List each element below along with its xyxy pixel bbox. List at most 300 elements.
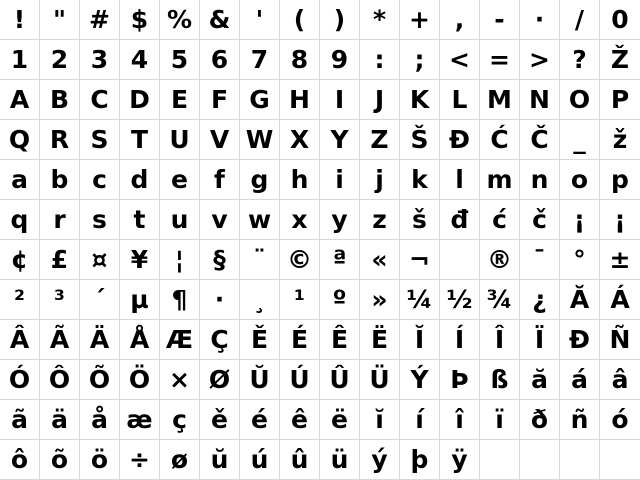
glyph-character: J xyxy=(374,85,385,114)
glyph-cell xyxy=(520,440,560,480)
glyph-character: ° xyxy=(573,245,586,274)
glyph-cell xyxy=(120,40,160,80)
glyph-cell xyxy=(280,240,320,280)
glyph-cell xyxy=(40,40,80,80)
glyph-cell xyxy=(200,400,240,440)
glyph-cell xyxy=(520,320,560,360)
glyph-cell xyxy=(520,80,560,120)
glyph-character: z xyxy=(372,205,387,234)
glyph-cell xyxy=(440,40,480,80)
glyph-character: g xyxy=(250,165,269,194)
glyph-character: / xyxy=(574,5,585,34)
glyph-character: Î xyxy=(494,325,505,354)
glyph-cell xyxy=(520,0,560,40)
glyph-cell xyxy=(560,360,600,400)
glyph-character: U xyxy=(169,125,190,154)
glyph-character: ě xyxy=(211,405,228,434)
glyph-character: Þ xyxy=(450,365,469,394)
glyph-cell xyxy=(400,280,440,320)
glyph-cell xyxy=(200,440,240,480)
glyph-character: Z xyxy=(370,125,389,154)
glyph-character: · xyxy=(534,5,545,34)
glyph-character: f xyxy=(214,165,225,194)
glyph-character: k xyxy=(411,165,428,194)
glyph-character: Å xyxy=(129,325,150,354)
glyph-character: 4 xyxy=(130,45,149,74)
glyph-character: ª xyxy=(332,245,347,274)
glyph-cell xyxy=(40,0,80,40)
glyph-cell xyxy=(0,280,40,320)
glyph-cell xyxy=(240,400,280,440)
glyph-character: ¾ xyxy=(486,285,513,314)
glyph-character: o xyxy=(570,165,589,194)
glyph-cell xyxy=(320,40,360,80)
glyph-character: ¢ xyxy=(10,245,29,274)
glyph-character: > xyxy=(529,45,550,74)
glyph-character: Í xyxy=(454,325,465,354)
glyph-character: ! xyxy=(13,5,26,34)
glyph-cell xyxy=(120,120,160,160)
glyph-character: ã xyxy=(11,405,28,434)
glyph-character: < xyxy=(449,45,470,74)
glyph-cell xyxy=(600,400,640,440)
glyph-cell xyxy=(240,280,280,320)
glyph-character: 9 xyxy=(330,45,349,74)
glyph-cell xyxy=(280,40,320,80)
glyph-character: ¨ xyxy=(253,245,266,274)
glyph-cell xyxy=(160,120,200,160)
glyph-cell xyxy=(400,0,440,40)
glyph-character: « xyxy=(371,245,388,274)
glyph-cell xyxy=(320,160,360,200)
glyph-character: Š xyxy=(410,125,429,154)
glyph-character: Ô xyxy=(48,365,71,394)
glyph-cell xyxy=(280,0,320,40)
glyph-character: ŭ xyxy=(210,445,229,474)
glyph-cell xyxy=(0,440,40,480)
glyph-character: + xyxy=(409,5,430,34)
glyph-cell xyxy=(120,160,160,200)
glyph-character: 2 xyxy=(50,45,69,74)
glyph-cell xyxy=(200,40,240,80)
glyph-cell xyxy=(40,200,80,240)
glyph-character: ¬ xyxy=(409,245,430,274)
glyph-character: 7 xyxy=(250,45,269,74)
glyph-cell xyxy=(280,360,320,400)
glyph-cell xyxy=(480,80,520,120)
glyph-character: ½ xyxy=(446,285,473,314)
glyph-character: Ó xyxy=(8,365,31,394)
glyph-character: j xyxy=(375,165,384,194)
glyph-character: ô xyxy=(10,445,29,474)
glyph-cell xyxy=(280,80,320,120)
glyph-cell xyxy=(200,280,240,320)
glyph-character: K xyxy=(409,85,430,114)
glyph-cell xyxy=(80,40,120,80)
glyph-character: ĭ xyxy=(375,405,384,434)
glyph-character: V xyxy=(209,125,230,154)
glyph-cell xyxy=(360,400,400,440)
glyph-character: G xyxy=(249,85,270,114)
glyph-character: č xyxy=(532,205,547,234)
glyph-cell xyxy=(280,440,320,480)
glyph-cell xyxy=(40,280,80,320)
glyph-character: º xyxy=(332,285,347,314)
glyph-cell xyxy=(160,80,200,120)
glyph-cell xyxy=(320,0,360,40)
glyph-character: x xyxy=(291,205,308,234)
glyph-cell xyxy=(480,0,520,40)
glyph-character: d xyxy=(130,165,149,194)
glyph-cell xyxy=(0,320,40,360)
glyph-character: m xyxy=(486,165,513,194)
glyph-character: q xyxy=(10,205,29,234)
glyph-character: Æ xyxy=(165,325,194,354)
glyph-character: ¸ xyxy=(253,285,266,314)
glyph-character: Q xyxy=(8,125,31,154)
glyph-character: ß xyxy=(490,365,509,394)
glyph-cell xyxy=(280,120,320,160)
glyph-cell xyxy=(200,160,240,200)
glyph-cell xyxy=(520,360,560,400)
glyph-cell xyxy=(480,240,520,280)
glyph-cell xyxy=(0,40,40,80)
glyph-cell xyxy=(160,280,200,320)
glyph-cell xyxy=(520,120,560,160)
glyph-character: t xyxy=(133,205,146,234)
glyph-cell xyxy=(560,280,600,320)
glyph-character: w xyxy=(247,205,272,234)
glyph-character: D xyxy=(129,85,150,114)
glyph-character: Û xyxy=(329,365,350,394)
glyph-cell xyxy=(600,320,640,360)
glyph-cell xyxy=(120,280,160,320)
glyph-character: ? xyxy=(572,45,587,74)
glyph-character: é xyxy=(251,405,268,434)
glyph-character: Ć xyxy=(490,125,509,154)
glyph-cell xyxy=(440,120,480,160)
glyph-character: ă xyxy=(531,365,548,394)
glyph-cell xyxy=(320,360,360,400)
glyph-cell xyxy=(320,440,360,480)
glyph-character: n xyxy=(530,165,549,194)
glyph-cell xyxy=(320,200,360,240)
glyph-character: _ xyxy=(573,125,586,154)
glyph-character: ý xyxy=(371,445,388,474)
glyph-character: ó xyxy=(611,405,629,434)
glyph-cell xyxy=(440,400,480,440)
glyph-character: Đ xyxy=(449,125,470,154)
glyph-character: r xyxy=(53,205,66,234)
glyph-cell xyxy=(240,120,280,160)
glyph-character: á xyxy=(571,365,588,394)
glyph-character: â xyxy=(611,365,629,394)
glyph-cell xyxy=(360,440,400,480)
glyph-cell xyxy=(400,160,440,200)
glyph-cell xyxy=(360,360,400,400)
glyph-cell xyxy=(160,40,200,80)
glyph-cell xyxy=(360,160,400,200)
glyph-character: µ xyxy=(130,285,149,314)
glyph-character: a xyxy=(11,165,28,194)
glyph-character: Č xyxy=(530,125,549,154)
glyph-cell xyxy=(360,280,400,320)
glyph-cell xyxy=(80,360,120,400)
glyph-character: É xyxy=(290,325,309,354)
glyph-character: © xyxy=(287,245,312,274)
glyph-character: I xyxy=(334,85,345,114)
glyph-character: # xyxy=(89,5,110,34)
glyph-cell xyxy=(160,440,200,480)
glyph-cell xyxy=(480,400,520,440)
glyph-cell xyxy=(40,80,80,120)
glyph-character: ¦ xyxy=(174,245,185,274)
glyph-character: ¥ xyxy=(130,245,149,274)
glyph-cell xyxy=(0,200,40,240)
glyph-cell xyxy=(280,160,320,200)
glyph-cell xyxy=(400,400,440,440)
glyph-cell xyxy=(520,240,560,280)
glyph-cell xyxy=(120,200,160,240)
glyph-character: £ xyxy=(50,245,69,274)
glyph-character: ž xyxy=(612,125,628,154)
glyph-cell xyxy=(160,240,200,280)
glyph-character: ë xyxy=(331,405,348,434)
glyph-character: û xyxy=(290,445,309,474)
glyph-cell xyxy=(160,0,200,40)
glyph-cell xyxy=(320,320,360,360)
glyph-cell xyxy=(280,320,320,360)
glyph-cell xyxy=(440,440,480,480)
glyph-character: Ç xyxy=(210,325,229,354)
glyph-character: A xyxy=(9,85,30,114)
glyph-character: E xyxy=(170,85,189,114)
glyph-character: Ý xyxy=(410,365,429,394)
glyph-character: Ě xyxy=(250,325,269,354)
glyph-cell xyxy=(0,120,40,160)
glyph-character: Ö xyxy=(128,365,151,394)
glyph-character: P xyxy=(610,85,630,114)
glyph-character: W xyxy=(245,125,274,154)
glyph-cell xyxy=(80,160,120,200)
glyph-cell xyxy=(600,120,640,160)
glyph-character: ; xyxy=(414,45,425,74)
glyph-cell xyxy=(80,120,120,160)
glyph-cell xyxy=(480,360,520,400)
glyph-character: R xyxy=(49,125,70,154)
glyph-cell xyxy=(440,280,480,320)
glyph-cell xyxy=(480,320,520,360)
glyph-character: b xyxy=(50,165,69,194)
glyph-character: ² xyxy=(14,285,25,314)
glyph-cell xyxy=(40,320,80,360)
glyph-character: e xyxy=(171,165,188,194)
glyph-character: 1 xyxy=(10,45,29,74)
glyph-cell xyxy=(160,360,200,400)
glyph-character: ´ xyxy=(93,285,106,314)
glyph-character: l xyxy=(455,165,464,194)
glyph-cell xyxy=(240,0,280,40)
glyph-character: H xyxy=(289,85,310,114)
glyph-character: ä xyxy=(51,405,68,434)
glyph-cell xyxy=(400,360,440,400)
glyph-character: Ä xyxy=(89,325,110,354)
glyph-character: Ž xyxy=(610,45,630,74)
glyph-character: Ŭ xyxy=(249,365,270,394)
glyph-cell xyxy=(200,200,240,240)
glyph-cell xyxy=(0,0,40,40)
glyph-cell xyxy=(80,320,120,360)
glyph-cell xyxy=(120,320,160,360)
glyph-cell xyxy=(80,240,120,280)
glyph-cell xyxy=(160,400,200,440)
glyph-character: ± xyxy=(609,245,631,274)
glyph-cell xyxy=(440,80,480,120)
glyph-character: ¤ xyxy=(91,245,108,274)
glyph-character: * xyxy=(372,5,387,34)
glyph-character: ç xyxy=(172,405,187,434)
glyph-cell xyxy=(400,200,440,240)
glyph-character: F xyxy=(210,85,229,114)
glyph-cell xyxy=(520,400,560,440)
glyph-cell xyxy=(0,400,40,440)
glyph-cell xyxy=(40,240,80,280)
glyph-cell xyxy=(80,440,120,480)
glyph-character: 8 xyxy=(290,45,309,74)
glyph-character: 0 xyxy=(611,5,629,34)
glyph-character: B xyxy=(49,85,70,114)
glyph-cell xyxy=(440,320,480,360)
glyph-character: ¼ xyxy=(406,285,433,314)
glyph-character: þ xyxy=(410,445,429,474)
glyph-character: M xyxy=(487,85,512,114)
glyph-cell xyxy=(480,160,520,200)
glyph-cell xyxy=(360,320,400,360)
glyph-character: ( xyxy=(293,5,306,34)
glyph-cell xyxy=(600,80,640,120)
glyph-cell xyxy=(160,200,200,240)
glyph-cell xyxy=(480,120,520,160)
glyph-character xyxy=(454,247,464,272)
glyph-cell xyxy=(600,160,640,200)
glyph-cell xyxy=(360,80,400,120)
glyph-character: æ xyxy=(126,405,153,434)
glyph-character: c xyxy=(92,165,107,194)
glyph-cell xyxy=(440,160,480,200)
glyph-character: 5 xyxy=(170,45,189,74)
glyph-character: y xyxy=(331,205,348,234)
glyph-character: ³ xyxy=(54,285,65,314)
glyph-character: N xyxy=(529,85,550,114)
glyph-cell xyxy=(0,240,40,280)
glyph-cell xyxy=(360,240,400,280)
glyph-character: Ø xyxy=(208,365,231,394)
glyph-cell xyxy=(240,80,280,120)
glyph-character: ¯ xyxy=(533,245,546,274)
glyph-cell xyxy=(520,280,560,320)
glyph-cell xyxy=(360,200,400,240)
glyph-character: S xyxy=(90,125,109,154)
glyph-character: ñ xyxy=(570,405,589,434)
glyph-character: % xyxy=(166,5,193,34)
glyph-character: Â xyxy=(9,325,30,354)
glyph-character: Ñ xyxy=(609,325,631,354)
glyph-cell xyxy=(80,400,120,440)
glyph-character: î xyxy=(455,405,464,434)
glyph-cell xyxy=(520,40,560,80)
glyph-cell xyxy=(0,80,40,120)
glyph-character: · xyxy=(214,285,225,314)
glyph-character: L xyxy=(451,85,468,114)
glyph-character: ¿ xyxy=(532,285,547,314)
glyph-cell xyxy=(40,120,80,160)
glyph-character: ® xyxy=(487,245,512,274)
glyph-cell xyxy=(320,240,360,280)
glyph-cell xyxy=(560,440,600,480)
glyph-cell xyxy=(560,200,600,240)
glyph-character: , xyxy=(454,5,465,34)
glyph-character: s xyxy=(92,205,107,234)
glyph-character: ¶ xyxy=(171,285,188,314)
glyph-cell xyxy=(120,80,160,120)
glyph-character: h xyxy=(290,165,309,194)
glyph-character: Ï xyxy=(534,325,545,354)
glyph-character: ¡ xyxy=(614,205,626,234)
glyph-character: í xyxy=(415,405,424,434)
glyph-character: ) xyxy=(333,5,346,34)
glyph-cell xyxy=(80,280,120,320)
glyph-character: = xyxy=(489,45,510,74)
glyph-cell xyxy=(240,160,280,200)
glyph-character: ÿ xyxy=(451,445,468,474)
glyph-character: & xyxy=(208,5,231,34)
glyph-character: : xyxy=(374,45,385,74)
glyph-character: ć xyxy=(492,205,507,234)
glyph-character: ê xyxy=(291,405,308,434)
glyph-cell xyxy=(520,160,560,200)
glyph-cell xyxy=(360,0,400,40)
glyph-cell xyxy=(400,240,440,280)
glyph-cell xyxy=(160,320,200,360)
glyph-character: v xyxy=(211,205,228,234)
glyph-cell xyxy=(560,80,600,120)
glyph-cell xyxy=(560,160,600,200)
glyph-character: ö xyxy=(90,445,109,474)
glyph-cell xyxy=(40,440,80,480)
glyph-cell xyxy=(440,0,480,40)
glyph-cell xyxy=(280,400,320,440)
glyph-character: Ú xyxy=(289,365,310,394)
glyph-cell xyxy=(560,40,600,80)
glyph-cell xyxy=(360,40,400,80)
glyph-character: ¹ xyxy=(294,285,305,314)
glyph-cell xyxy=(240,200,280,240)
glyph-cell xyxy=(320,280,360,320)
glyph-cell xyxy=(160,160,200,200)
glyph-cell xyxy=(240,40,280,80)
glyph-cell xyxy=(480,440,520,480)
glyph-cell xyxy=(520,200,560,240)
glyph-cell xyxy=(600,280,640,320)
glyph-cell xyxy=(40,360,80,400)
glyph-cell xyxy=(120,400,160,440)
glyph-character: Đ xyxy=(569,325,590,354)
glyph-cell xyxy=(400,80,440,120)
glyph-cell xyxy=(240,320,280,360)
glyph-character: ø xyxy=(170,445,189,474)
glyph-character: p xyxy=(611,165,629,194)
glyph-cell xyxy=(80,0,120,40)
